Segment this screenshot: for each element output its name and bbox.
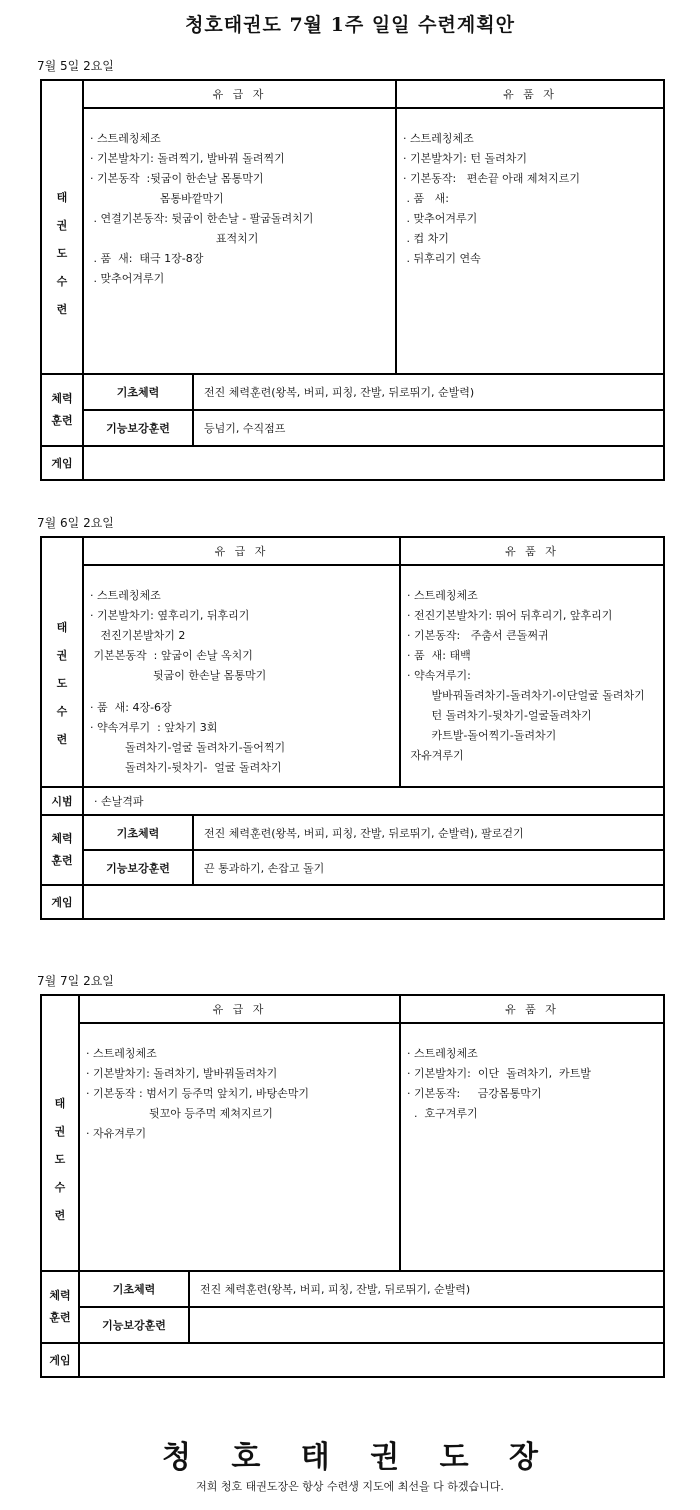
basic-fitness-label: 기초체력	[79, 1271, 189, 1307]
day-plan-table	[40, 79, 665, 481]
functional-label: 기능보강훈련	[79, 1307, 189, 1343]
page-title: 청호태권도 7월 1주 일일 수련계획안	[185, 14, 515, 36]
dan-cell: · 스트레칭체조 · 기본발차기: 이단 돌려차기, 카트발 · 기본동작: 금강몸통막기 . 호구겨루기	[400, 1023, 664, 1271]
day-plan-table	[40, 994, 665, 1378]
game-label: 게임	[41, 885, 83, 919]
kyu-header: 유 급 자	[83, 537, 400, 565]
game-value	[79, 1343, 664, 1377]
functional-label: 기능보강훈련	[83, 850, 193, 885]
day-date: 7월 5일 2요일	[37, 59, 114, 73]
exam-value: · 손날격파	[83, 787, 664, 815]
footer-dojang-name: 청 호 태 권 도 장	[161, 1440, 539, 1475]
taekwondo-label: 태 권 도 수 련	[41, 537, 83, 787]
dan-cell: · 스트레칭체조 · 기본발차기: 턴 돌려차기 · 기본동작: 편손끝 아래 제쳐지르기 . 품 새: . 맞추어겨루기 . 컵 차기 . 뒤후리기 연속	[396, 108, 664, 374]
basic-fitness-value: 전진 체력훈련(왕복, 버피, 피칭, 잔발, 뒤로뛰기, 순발력)	[189, 1271, 664, 1307]
basic-fitness-value: 전진 체력훈련(왕복, 버피, 피칭, 잔발, 뒤로뛰기, 순발력)	[193, 374, 664, 410]
basic-fitness-label: 기초체력	[83, 374, 193, 410]
functional-value: 등넘기, 수직점프	[193, 410, 664, 446]
kyu-header: 유 급 자	[83, 80, 396, 108]
fitness-label: 체력 훈련	[41, 374, 83, 446]
kyu-header: 유 급 자	[79, 995, 400, 1023]
functional-value: 끈 통과하기, 손잡고 돌기	[193, 850, 664, 885]
basic-fitness-value: 전진 체력훈련(왕복, 버피, 피칭, 잔발, 뒤로뛰기, 순발력), 팔로걷기	[193, 815, 664, 850]
dan-header: 유 품 자	[396, 80, 664, 108]
fitness-label: 체력 훈련	[41, 1271, 79, 1343]
day-date: 7월 6일 2요일	[37, 516, 114, 530]
taekwondo-label: 태 권 도 수 련	[41, 80, 83, 374]
kyu-cell: · 스트레칭체조 · 기본발차기: 돌려찍기, 발바꿔 돌려찍기 · 기본동작 :뒷굽이 한손날 몸통막기 몸통바깥막기 . 연결기본동작: 뒷굽이 한손날 - 팔굽돌려치기 표적치기 . 품 새: 태극 1장-8장 . 맞추어겨루기	[83, 108, 396, 374]
taekwondo-label: 태 권 도 수 련	[41, 995, 79, 1271]
exam-label: 시범	[41, 787, 83, 815]
kyu-cell: · 스트레칭체조 · 기본발차기: 옆후리기, 뒤후리기 전진기본발차기 2 기본본동작 : 앞굽이 손날 옥치기 뒷굽이 한손날 몸통막기 · 품 새: 4장-6장 · 약속겨루기 : 앞차기 3회 돌려차기-얼굴 돌려차기-돌어찍기 돌려차기-뒷차기- 얼굴 돌려차기	[83, 565, 400, 787]
day-plan-table	[40, 536, 665, 920]
functional-label: 기능보강훈련	[83, 410, 193, 446]
footer-tagline: 저희 청호 태권도장은 항상 수련생 지도에 최선을 다 하겠습니다.	[196, 1480, 504, 1493]
game-value	[83, 885, 664, 919]
game-value	[83, 446, 664, 480]
functional-value	[189, 1307, 664, 1343]
day-date: 7월 7일 2요일	[37, 974, 114, 988]
fitness-label: 체력 훈련	[41, 815, 83, 885]
dan-header: 유 품 자	[400, 537, 664, 565]
game-label: 게임	[41, 1343, 79, 1377]
dan-cell: · 스트레칭체조 · 전진기본발차기: 뛰어 뒤후리기, 앞후리기 · 기본동작: 주춤서 큰돌쩌귀 · 품 새: 태백 · 약속겨루기: 발바꿔돌려차기-돌려차기-이단얼굴 돌려차기 턴 돌려차기-뒷차기-얼굴돌려차기 카트발-돌어찍기-돌려차기 자유겨루기	[400, 565, 664, 787]
kyu-cell: · 스트레칭체조 · 기본발차기: 돌려차기, 발바꿔돌려차기 · 기본동작 : 범서기 등주먹 앞치기, 바탕손막기 뒷꼬아 등주먹 제쳐지르기 · 자유겨루기	[79, 1023, 400, 1271]
basic-fitness-label: 기초체력	[83, 815, 193, 850]
game-label: 게임	[41, 446, 83, 480]
dan-header: 유 품 자	[400, 995, 664, 1023]
